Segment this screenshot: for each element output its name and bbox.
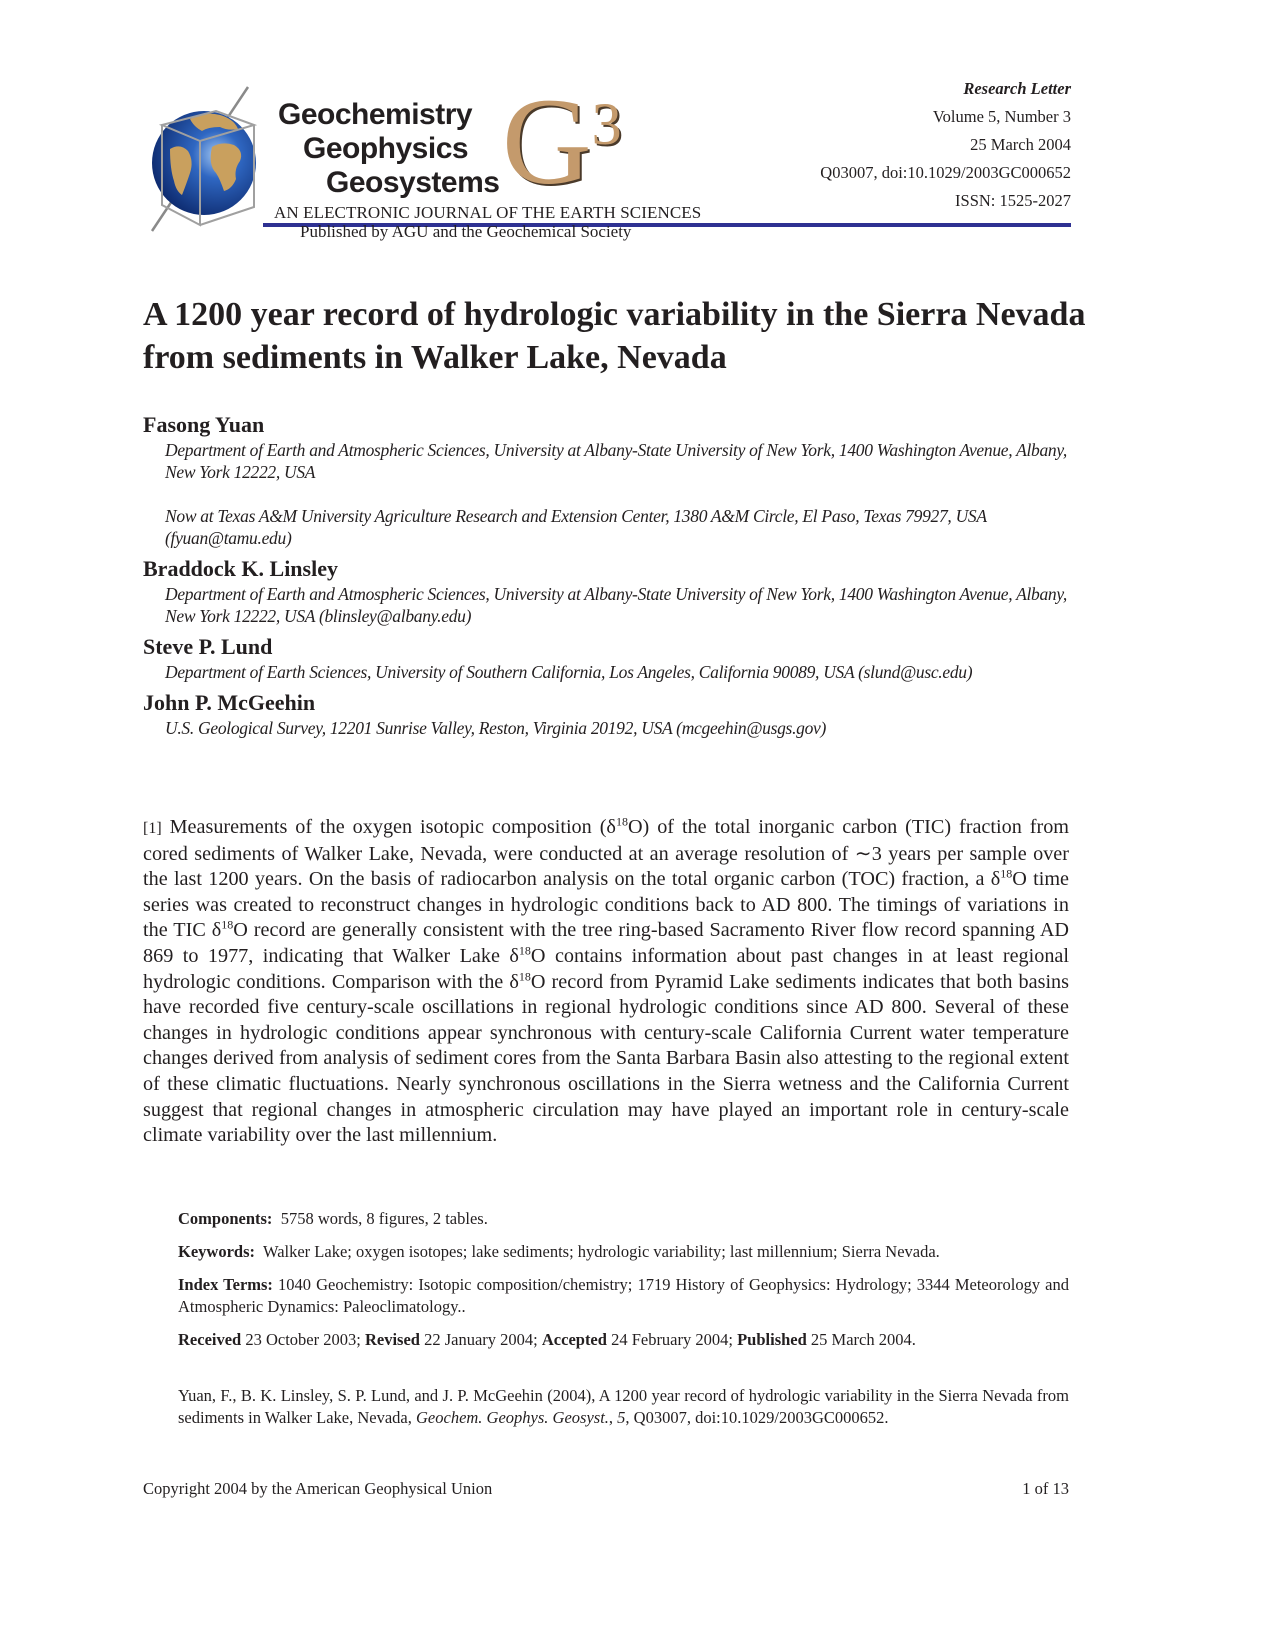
superscript: 18 <box>518 943 531 958</box>
abstract-text: O) of the total inorganic carbon (TIC) fraction from cored sediments of Walker Lake, Nevada, were conducted at an average resolution of ∼3 years per sample over the last 1200 years. On the basis of radiocarbon analysis on the total organic carbon (TOC) fraction, a δ <box>143 816 1069 891</box>
abstract-text: O record are generally consistent with the tree ring-based Sacramento River flow record spanning AD 869 to 1977, indicating that Walker Lake δ <box>143 919 1069 967</box>
paper-title: A 1200 year record of hydrologic variability in the Sierra Nevada from sediments in Walker Lake, Nevada <box>143 296 1086 376</box>
journal-logo-globe <box>140 85 268 233</box>
globe-cube-icon <box>140 85 268 233</box>
paragraph-number: [1] <box>143 820 162 837</box>
author-name: Steve P. Lund <box>143 634 273 659</box>
author-affiliation: Now at Texas A&M University Agriculture Research and Extension Center, 1380 A&M Circle, El Paso, Texas 79927, USA (fyuan@tamu.edu) <box>165 506 987 548</box>
author-affiliation: U.S. Geological Survey, 12201 Sunrise Valley, Reston, Virginia 20192, USA (mcgeehin@usgs.gov) <box>165 718 827 738</box>
keywords-line <box>178 1241 1069 1263</box>
author-block <box>143 633 1073 683</box>
author-name: Fasong Yuan <box>143 412 265 437</box>
index-terms-label: Index Terms: <box>178 1275 273 1294</box>
g3-letter: G <box>502 73 592 210</box>
journal-name-line: Geochemistry <box>278 98 473 131</box>
citation <box>178 1385 1069 1429</box>
publisher-line: Published by AGU and the Geochemical Society <box>300 222 632 241</box>
author-affiliation: Department of Earth and Atmospheric Sciences, University at Albany-State University of New York, 1400 Washington Avenue, Albany, New York 12222, USA (blinsley@albany.edu) <box>165 584 1067 626</box>
article-type: Research Letter <box>963 79 1071 98</box>
keywords-value: Walker Lake; oxygen isotopes; lake sediments; hydrologic variability; last millennium; Sierra Nevada. <box>262 1242 940 1261</box>
journal-name <box>278 98 499 200</box>
abstract-text: Measurements of the oxygen isotopic composition (δ <box>169 816 616 838</box>
accepted-date: 24 February 2004; <box>606 1330 738 1349</box>
dates-line <box>178 1329 1069 1351</box>
volume-issue: Volume 5, Number 3 <box>932 107 1071 126</box>
citation-text: Yuan, F., B. K. Linsley, S. P. Lund, and J. P. McGeehin (2004), A 1200 year record of hydrologic variability in the Sierra Nevada from sediments in Walker Lake, Nevada, <box>178 1386 1069 1427</box>
published-label: Published <box>737 1330 807 1349</box>
abstract <box>143 815 1069 1149</box>
abstract-text: O record from Pyramid Lake sediments indicates that both basins have recorded five century-scale oscillations in regional hydrologic conditions since AD 800. Several of these changes in hydrologic conditions appear synchronous with century-scale California Current water temperature changes derived from analysis of sediment cores from the Santa Barbara Basin also attesting to the regional extent of these climatic fluctuations. Nearly synchronous oscillations in the Sierra wetness and the California Current suggest that regional changes in atmospheric circulation may have played an important role in century-scale climate variability over the last millennium. <box>143 970 1069 1147</box>
publication-date: 25 March 2004 <box>970 135 1071 154</box>
accepted-label: Accepted <box>541 1330 607 1349</box>
author-affiliation: Department of Earth and Atmospheric Sciences, University at Albany-State University of New York, 1400 Washington Avenue, Albany, New York 12222, USA <box>165 440 1067 482</box>
author-name: John P. McGeehin <box>143 690 316 715</box>
received-label: Received <box>178 1330 242 1349</box>
page-number: 1 of 13 <box>1022 1479 1069 1498</box>
journal-tagline: AN ELECTRONIC JOURNAL OF THE EARTH SCIENCES <box>274 203 702 222</box>
citation-suffix: , Q03007, doi:10.1029/2003GC000652. <box>625 1408 889 1427</box>
published-date: 25 March 2004. <box>806 1330 916 1349</box>
copyright: Copyright 2004 by the American Geophysical Union <box>143 1479 493 1498</box>
revised-label: Revised <box>364 1330 420 1349</box>
issn: ISSN: 1525-2027 <box>955 191 1071 210</box>
citation-volume: 5 <box>617 1408 626 1427</box>
g3-logo-mark <box>502 73 622 210</box>
article-doi[interactable]: Q03007, doi:10.1029/2003GC000652 <box>820 163 1071 182</box>
abstract-text: O contains information about past changes in at least regional hydrologic conditions. Comparison with the δ <box>143 944 1069 993</box>
superscript: 18 <box>615 814 628 829</box>
received-date: 23 October 2003; <box>241 1330 365 1349</box>
index-terms-value: 1040 Geochemistry: Isotopic composition/chemistry; 1719 History of Geophysics: Hydrology; 3344 Meteorology and Atmospheric Dynamics: Paleoclimatology.. <box>178 1275 1069 1316</box>
superscript: 18 <box>221 917 234 932</box>
citation-journal: Geochem. Geophys. Geosyst. <box>416 1408 609 1427</box>
article-info <box>178 1208 1069 1362</box>
citation-separator: , <box>608 1408 618 1427</box>
author-block <box>143 689 1073 739</box>
abstract-text: O time series was created to reconstruct changes in hydrologic conditions back to AD 800. The timings of variations in the TIC δ <box>143 868 1069 942</box>
index-terms-line <box>178 1274 1069 1318</box>
journal-name-line: Geosystems <box>326 166 500 199</box>
components-label: Components: <box>178 1209 273 1228</box>
author-block <box>143 555 1073 627</box>
author-list <box>143 405 1073 739</box>
author-name: Braddock K. Linsley <box>143 556 338 581</box>
superscript: 18 <box>1000 866 1013 881</box>
revised-date: 22 January 2004; <box>419 1330 542 1349</box>
keywords-label: Keywords: <box>178 1242 255 1261</box>
superscript: 18 <box>518 968 531 983</box>
article-meta <box>820 75 1071 215</box>
components-line <box>178 1208 1069 1230</box>
author-affiliation: Department of Earth Sciences, University of Southern California, Los Angeles, California 90089, USA (slund@usc.edu) <box>165 662 973 682</box>
components-value: 5758 words, 8 figures, 2 tables. <box>280 1209 488 1228</box>
g3-superscript: 3 <box>591 91 622 157</box>
journal-name-line: Geophysics <box>303 132 469 165</box>
author-block <box>143 411 1073 549</box>
